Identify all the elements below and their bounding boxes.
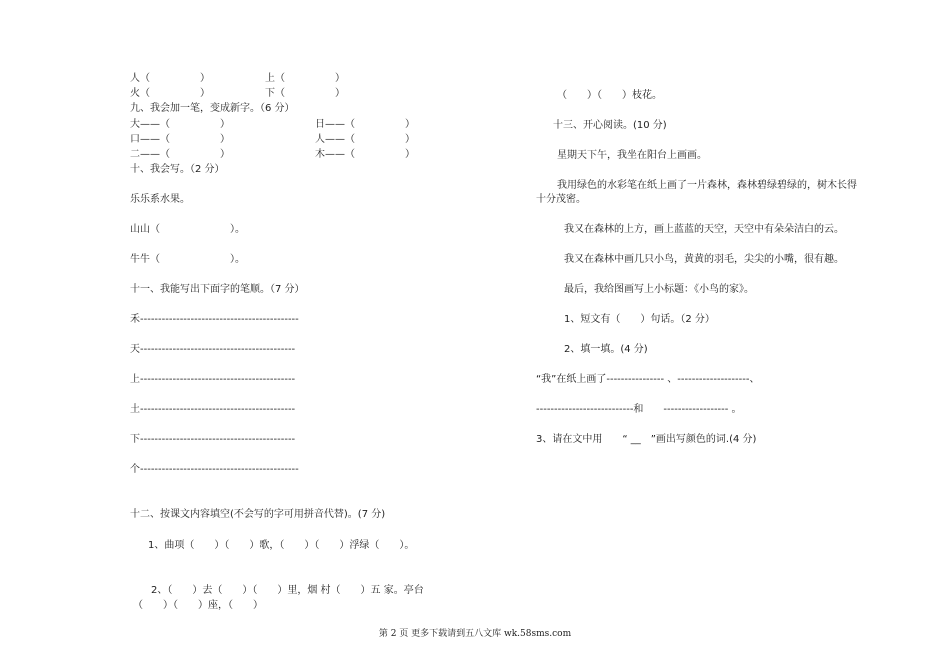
- q10-line: 山山（ ）。: [130, 224, 245, 235]
- question-1: 1、短文有（ ）句话。（2 分）: [564, 314, 715, 325]
- q12-item-2-cont: （ ）（ ）座，（ ）: [133, 600, 263, 611]
- q9-item: 二——（ ）: [130, 149, 230, 160]
- fill-line: “我”在纸上画了---------------- 、--------------------、: [536, 374, 760, 385]
- q10-line: 牛牛（ ）。: [130, 254, 245, 265]
- stroke-order-line: 个--------------------------------------------: [130, 464, 299, 475]
- left-char-huo: 火（ ）: [130, 88, 210, 99]
- passage-paragraph: 我又在森林中画几只小鸟，黄黄的羽毛，尖尖的小嘴，很有趣。: [564, 254, 844, 265]
- poem-continuation: （ ）（ ）枝花。: [557, 90, 662, 101]
- fill-line: ---------------------------和 ------------------ 。: [536, 404, 742, 415]
- q10-line: 乐乐系水果。: [130, 194, 190, 205]
- stroke-order-line: 上-------------------------------------------: [130, 374, 296, 385]
- passage-paragraph: 星期天下午，我坐在阳台上画画。: [557, 150, 707, 161]
- q9-item: 口——（ ）: [130, 134, 230, 145]
- passage-paragraph: 我用绿色的水彩笔在纸上画了一片森林，森林碧绿碧绿的，树木长得: [557, 180, 857, 191]
- q11-title: 十一、我能写出下面字的笔顺。（7 分）: [130, 284, 305, 295]
- q13-title: 十三、开心阅读。(10 分): [553, 120, 667, 131]
- passage-paragraph: 最后，我给图画写上小标题：《小鸟的家》。: [564, 284, 754, 295]
- left-char-xia: 下（ ）: [265, 88, 345, 99]
- page-footer: 第 2 页 更多下载请到五八文库 wk.58sms.com: [378, 629, 572, 639]
- question-3: 3、请在文中用 “ __ ”画出写颜色的词.(4 分): [536, 434, 757, 445]
- passage-paragraph-cont: 十分茂密。: [536, 194, 586, 205]
- left-char-shang: 上（ ）: [265, 73, 345, 84]
- q9-item: 大——（ ）: [130, 119, 230, 130]
- stroke-order-line: 天-------------------------------------------: [130, 344, 296, 355]
- q9-item: 日——（ ）: [315, 119, 415, 130]
- q12-title: 十二、按课文内容填空(不会写的字可用拼音代替)。(7 分): [130, 509, 386, 520]
- question-2: 2、填一填。(4 分): [564, 344, 648, 355]
- stroke-order-line: 禾--------------------------------------------: [130, 314, 299, 325]
- q10-title: 十、我会写。（2 分）: [130, 164, 225, 175]
- q9-item: 人——（ ）: [315, 134, 415, 145]
- q9-title: 九、我会加一笔，变成新字。（6 分）: [130, 103, 295, 114]
- stroke-order-line: 下-------------------------------------------: [130, 434, 296, 445]
- q9-item: 木——（ ）: [315, 149, 415, 160]
- passage-paragraph: 我又在森林的上方，画上蓝蓝的天空，天空中有朵朵洁白的云。: [564, 224, 844, 235]
- left-char-ren: 人（ ）: [130, 73, 210, 84]
- q12-item-2: 2、（ ）去（ ）（ ）里，烟 村（ ）五 家。亭台: [151, 585, 424, 596]
- stroke-order-line: 土-------------------------------------------: [130, 404, 296, 415]
- q12-item-1: 1、曲项（ ）（ ）歌，（ ）（ ）浮绿（ ）。: [148, 540, 415, 551]
